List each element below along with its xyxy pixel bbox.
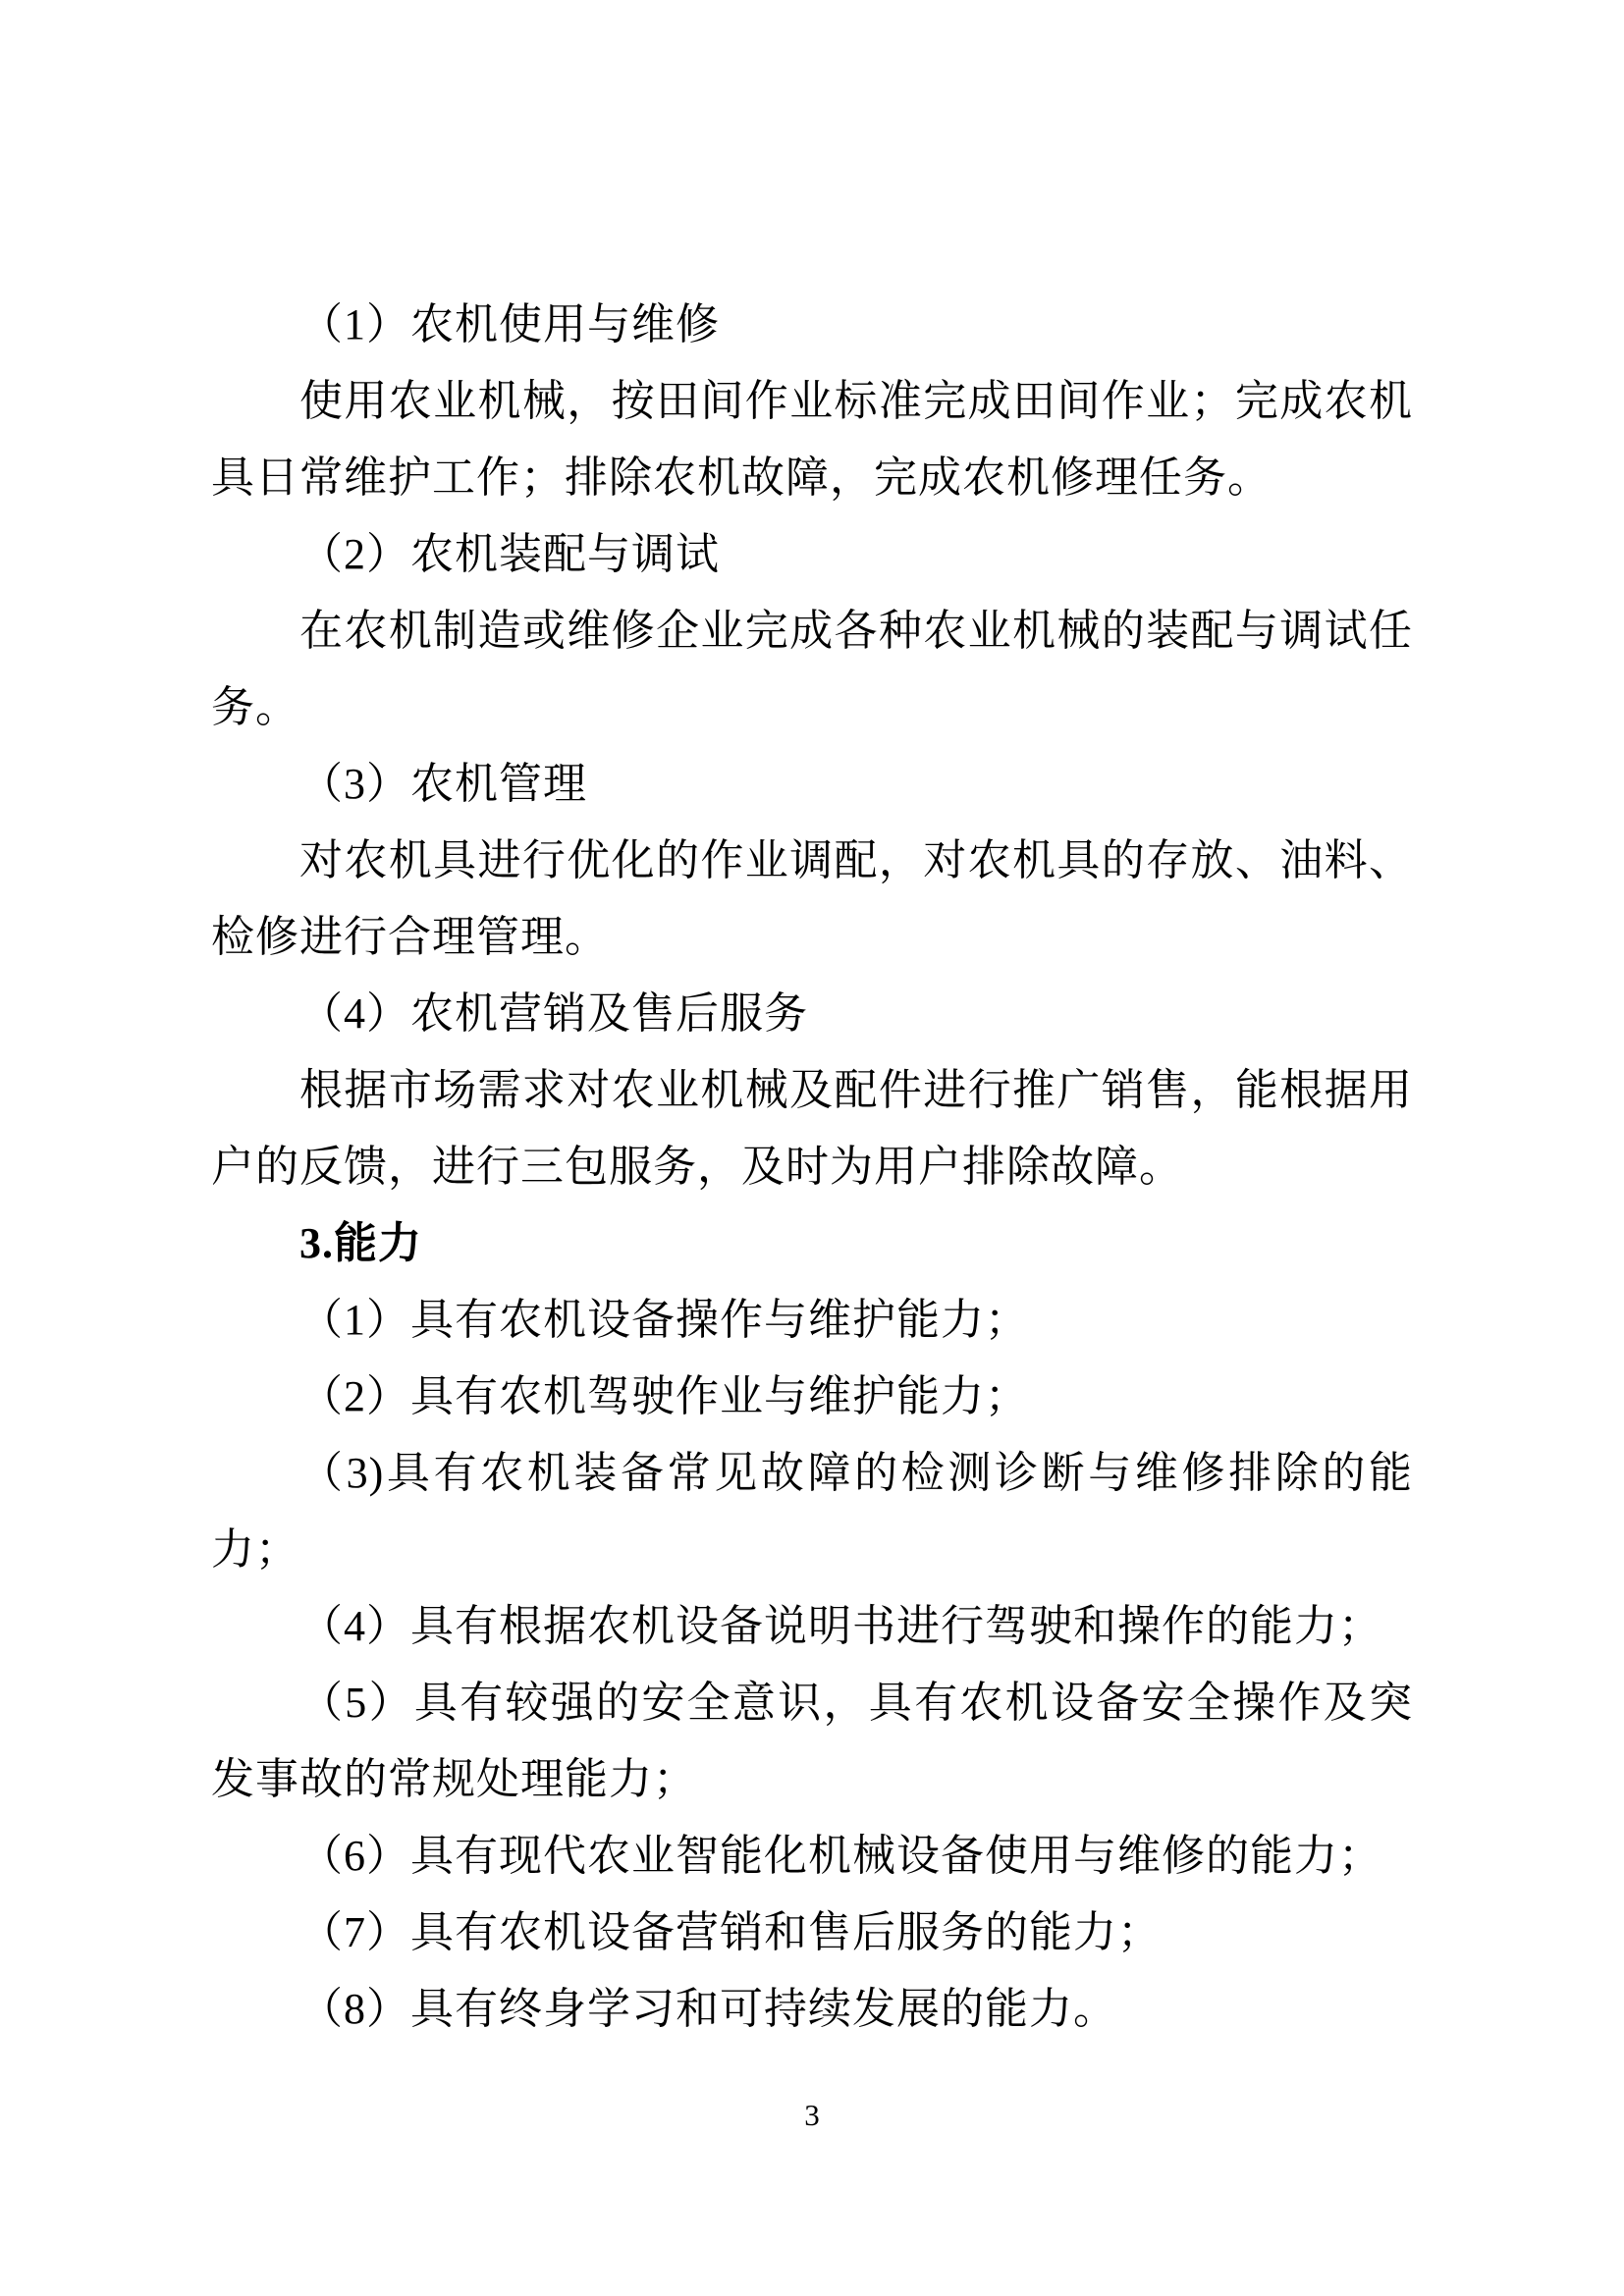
paragraph: （3)具有农机装备常见故障的检测诊断与维修排除的能力； <box>211 1449 1413 1574</box>
paragraph: （4）具有根据农机设备说明书进行驾驶和操作的能力； <box>299 1602 1382 1650</box>
paragraph: （4）农机营销及售后服务 <box>299 989 808 1038</box>
paragraph: （6）具有现代农业智能化机械设备使用与维修的能力； <box>299 1832 1382 1880</box>
paragraph: （2）农机装配与调试 <box>299 530 720 578</box>
paragraph: （8）具有终身学习和可持续发展的能力。 <box>299 1985 1117 2033</box>
paragraph: 使用农业机械，按田间作业标准完成田间作业；完成农机具日常维护工作；排除农机故障，完成农机修理任务。 <box>211 377 1413 502</box>
paragraph: （3）农机管理 <box>299 760 587 808</box>
paragraph: （1）农机使用与维修 <box>299 300 720 348</box>
page-number: 3 <box>804 2098 820 2132</box>
paragraph: （2）具有农机驾驶作业与维护能力； <box>299 1372 1029 1420</box>
section-heading: 3.能力 <box>299 1219 422 1267</box>
paragraph: （1）具有农机设备操作与维护能力； <box>299 1296 1029 1344</box>
paragraph: （7）具有农机设备营销和售后服务的能力； <box>299 1908 1162 1956</box>
document-body <box>211 287 1413 2048</box>
paragraph: 在农机制造或维修企业完成各种农业机械的装配与调试任务。 <box>211 607 1413 731</box>
paragraph: 根据市场需求对农业机械及配件进行推广销售，能根据用户的反馈，进行三包服务，及时为用户排除故障。 <box>211 1066 1413 1191</box>
paragraph: （5）具有较强的安全意识，具有农机设备安全操作及突发事故的常规处理能力； <box>211 1679 1413 1803</box>
paragraph: 对农机具进行优化的作业调配，对农机具的存放、油料、检修进行合理管理。 <box>211 836 1413 961</box>
